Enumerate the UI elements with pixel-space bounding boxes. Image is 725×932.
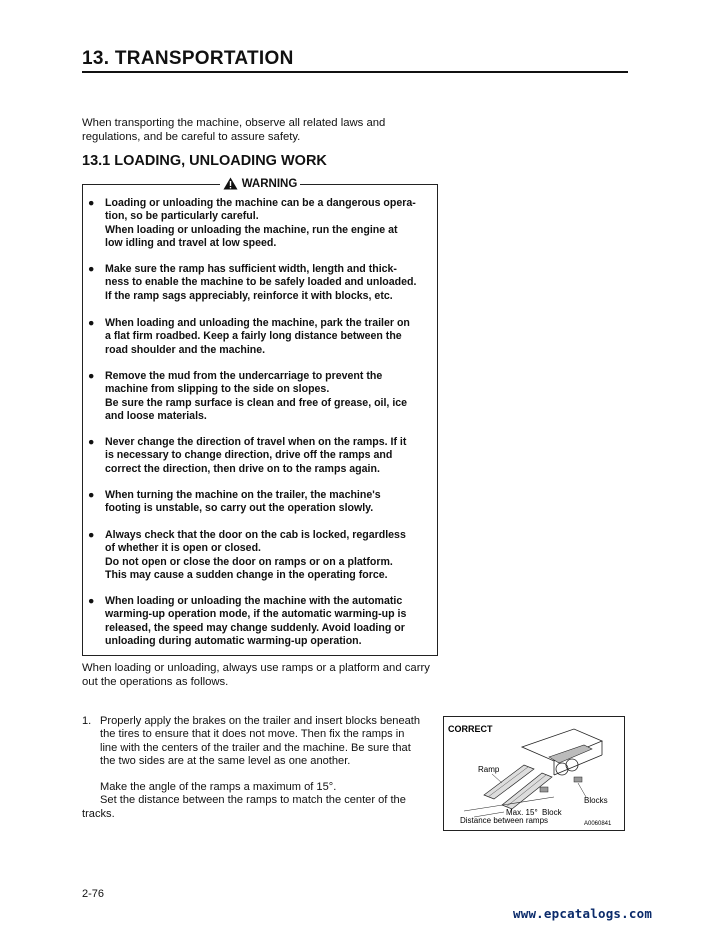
warning-label: WARNING	[241, 177, 298, 190]
bullet-icon: ●	[88, 263, 95, 275]
warning-item: ● Always check that the door on the cab is locked, regardless of whether it is open or closed. Do not open or close the door on ramps or on a platform. This may cause a sudden change in the operating force.	[88, 529, 406, 581]
bullet-icon: ●	[88, 489, 95, 501]
warning-item: ● Make sure the ramp has sufficient width, length and thick- ness to enable the machine to be safely loaded and unloaded. If the ramp sags appreciably, reinforce it with blocks, etc.	[88, 263, 417, 302]
intro-paragraph: When transporting the machine, observe all related laws and regulations, and be careful to assure safety.	[82, 117, 386, 143]
step-1: 1. Properly apply the brakes on the trailer and insert blocks beneath the tires to ensure that it does not move. Then fix the ramps in line with the centers of the trailer and the machine. Be sure that the two sides are at the same level as one another.	[82, 715, 421, 768]
trailer-ramp-illustration	[444, 717, 624, 830]
figure-title: CORRECT	[448, 724, 493, 734]
warning-item: ● When turning the machine on the trailer, the machine's footing is unstable, so carry out the operation slowly.	[88, 489, 381, 515]
bullet-icon: ●	[88, 197, 95, 209]
block-label: Block	[542, 808, 562, 817]
bullet-icon: ●	[88, 436, 95, 448]
watermark: www.epcatalogs.com	[513, 906, 653, 921]
warning-triangle-icon	[223, 177, 238, 190]
blocks-label: Blocks	[584, 796, 608, 805]
bullet-icon: ●	[88, 595, 95, 607]
distance-label: Distance between ramps	[460, 816, 549, 825]
instruction-paragraph: When loading or unloading, always use ramps or a platform and carry out the operations as follows.	[82, 662, 430, 688]
warning-item: ● When loading or unloading the machine with the automatic warming-up operation mode, if the automatic warming-up is released, the speed may change suddenly. Avoid loading or unloading during automatic warming-up operation.	[88, 595, 407, 647]
warning-item: ● Never change the direction of travel when on the ramps. If it is necessary to change direction, drive off the ramps and correct the direction, then drive on to the ramps again.	[88, 436, 407, 475]
bullet-icon: ●	[88, 317, 95, 329]
warning-item: ● Remove the mud from the undercarriage to prevent the machine from slipping to the side on slopes. Be sure the ramp surface is clean and free of grease, oil, ice and loose materials.	[88, 370, 408, 422]
ramp-label: Ramp	[478, 765, 500, 774]
warning-item: ● When loading and unloading the machine, park the trailer on a flat firm roadbed. Keep a fairly long distance between the road shoulder and the machine.	[88, 317, 410, 356]
angle-label: Max. 15°	[506, 808, 538, 817]
bullet-icon: ●	[88, 529, 95, 541]
step-1-note: Make the angle of the ramps a maximum of 15°. Set the distance between the ramps to match the center of the tracks.	[82, 781, 406, 820]
chapter-title: 13. TRANSPORTATION	[82, 48, 294, 69]
title-rule	[82, 71, 628, 73]
page-number: 2-76	[82, 888, 105, 900]
warning-item: ● Loading or unloading the machine can be a dangerous opera- tion, so be particularly careful. When loading or unloading the machine, run the engine at low idling and travel at low speed.	[88, 197, 416, 249]
loading-figure	[443, 716, 625, 831]
bullet-icon: ●	[88, 370, 95, 382]
figure-code: A0060841	[584, 821, 612, 827]
step-number: 1.	[82, 715, 92, 727]
warning-header	[82, 177, 438, 193]
section-title: 13.1 LOADING, UNLOADING WORK	[82, 153, 327, 169]
